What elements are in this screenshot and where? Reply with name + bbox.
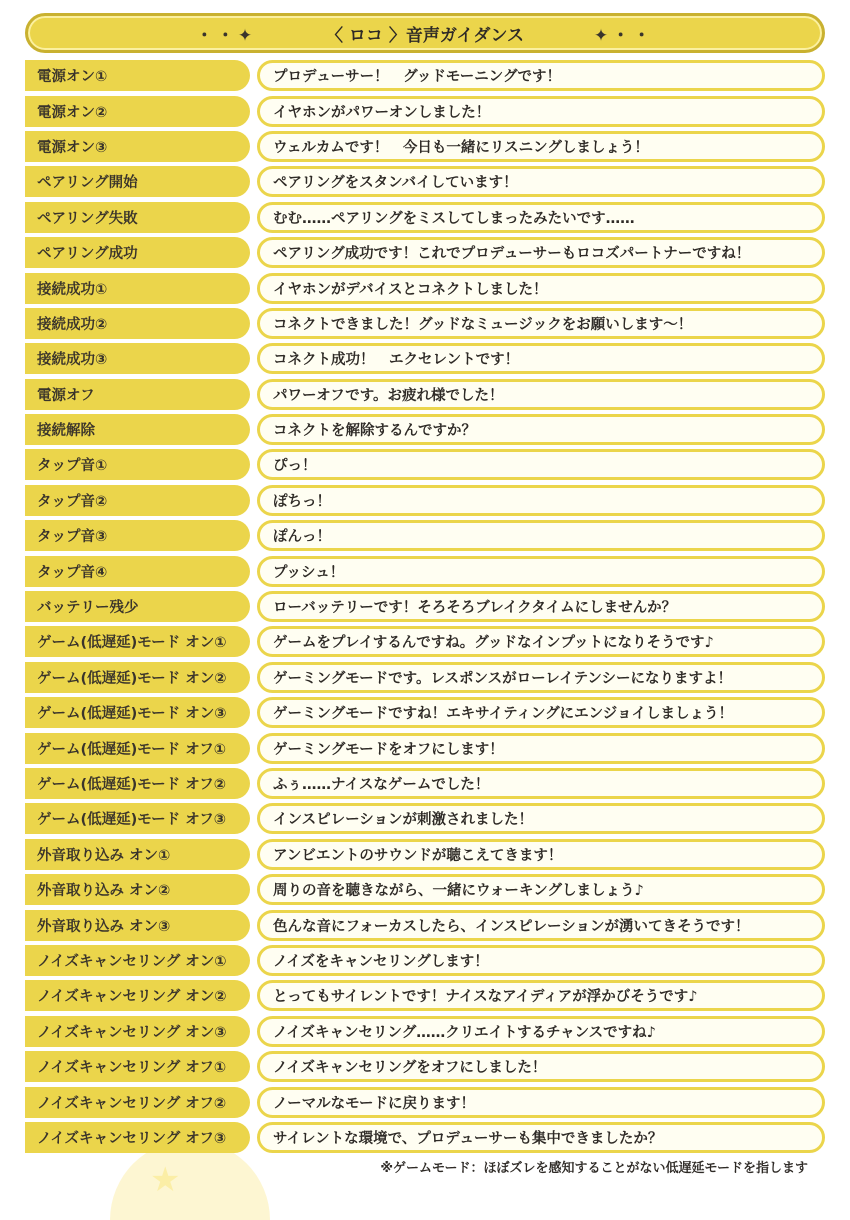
row-voice-text: ノイズをキャンセリングします！ (257, 945, 825, 976)
row-label: ゲーム(低遅延)モード オフ① (25, 733, 250, 764)
row-voice-text: ノイズキャンセリング……クリエイトするチャンスですね♪ (257, 1016, 825, 1047)
row-voice-text: ペアリングをスタンバイしています！ (257, 166, 825, 197)
row-label: ノイズキャンセリング オン① (25, 945, 250, 976)
table-row (25, 589, 825, 624)
row-voice-text: イヤホンがデバイスとコネクトしました！ (257, 273, 825, 304)
row-voice-text: アンビエントのサウンドが聴こえてきます！ (257, 839, 825, 870)
table-row (25, 872, 825, 907)
row-voice-text: イヤホンがパワーオンしました！ (257, 96, 825, 127)
table-row (25, 801, 825, 836)
row-voice-text: ぽんっ！ (257, 520, 825, 551)
row-voice-text: コネクト成功！ エクセレントです！ (257, 343, 825, 374)
table-row (25, 483, 825, 518)
row-voice-text: 周りの音を聴きながら、一緒にウォーキングしましょう♪ (257, 874, 825, 905)
table-row (25, 518, 825, 553)
table-row (25, 553, 825, 588)
table-row (25, 1084, 825, 1119)
row-voice-text: ウェルカムです！ 今日も一緒にリスニングしましょう！ (257, 131, 825, 162)
row-label: ゲーム(低遅延)モード オン① (25, 626, 250, 657)
table-row (25, 341, 825, 376)
table-row (25, 766, 825, 801)
row-voice-text: ノーマルなモードに戻ります！ (257, 1087, 825, 1118)
row-label: タップ音③ (25, 520, 250, 551)
table-row (25, 695, 825, 730)
row-voice-text: とってもサイレントです！ナイスなアイディアが浮かびそうです♪ (257, 980, 825, 1011)
table-row (25, 978, 825, 1013)
table-row (25, 943, 825, 978)
row-voice-text: プッシュ！ (257, 556, 825, 587)
sparkle-icon: ・・✦ (195, 25, 257, 46)
row-voice-text: プロデューサー！ グッドモーニングです！ (257, 60, 825, 91)
row-label: ペアリング成功 (25, 237, 250, 268)
row-label: タップ音① (25, 449, 250, 480)
star-icon: ★ (150, 1160, 181, 1200)
row-label: ゲーム(低遅延)モード オン② (25, 662, 250, 693)
row-label: 接続解除 (25, 414, 250, 445)
row-voice-text: ぴっ！ (257, 449, 825, 480)
row-label: ノイズキャンセリング オン③ (25, 1016, 250, 1047)
page-title: 〈 ロコ 〉音声ガイダンス (326, 25, 524, 46)
row-voice-text: むむ……ペアリングをミスしてしまったみたいです…… (257, 202, 825, 233)
row-label: ペアリング開始 (25, 166, 250, 197)
row-voice-text: ローバッテリーです！そろそろブレイクタイムにしませんか？ (257, 591, 825, 622)
row-label: 電源オン② (25, 96, 250, 127)
table-row (25, 660, 825, 695)
table-row (25, 93, 825, 128)
page-header (25, 13, 825, 53)
row-label: 電源オン① (25, 60, 250, 91)
row-voice-text: コネクトできました！グッドなミュージックをお願いします〜！ (257, 308, 825, 339)
table-row (25, 1120, 825, 1155)
row-label: ノイズキャンセリング オフ③ (25, 1122, 250, 1153)
row-label: ノイズキャンセリング オン② (25, 980, 250, 1011)
row-voice-text: ノイズキャンセリングをオフにしました！ (257, 1051, 825, 1082)
row-voice-text: インスピレーションが刺激されました！ (257, 803, 825, 834)
row-label: 外音取り込み オン③ (25, 910, 250, 941)
table-row (25, 837, 825, 872)
table-row (25, 412, 825, 447)
row-voice-text: ゲームをプレイするんですね。グッドなインプットになりそうです♪ (257, 626, 825, 657)
row-voice-text: 色んな音にフォーカスしたら、インスピレーションが湧いてきそうです！ (257, 910, 825, 941)
row-label: 接続成功① (25, 273, 250, 304)
row-voice-text: ふぅ……ナイスなゲームでした！ (257, 768, 825, 799)
row-voice-text: ぽちっ！ (257, 485, 825, 516)
row-label: タップ音② (25, 485, 250, 516)
row-voice-text: コネクトを解除するんですか？ (257, 414, 825, 445)
row-label: 接続成功② (25, 308, 250, 339)
row-label: 電源オフ (25, 379, 250, 410)
row-label: ペアリング失敗 (25, 202, 250, 233)
table-row (25, 624, 825, 659)
table-row (25, 447, 825, 482)
table-row (25, 1014, 825, 1049)
row-label: 接続成功③ (25, 343, 250, 374)
guidance-table (25, 58, 825, 1155)
table-row (25, 235, 825, 270)
row-voice-text: ゲーミングモードです。レスポンスがローレイテンシーになりますよ！ (257, 662, 825, 693)
table-row (25, 164, 825, 199)
row-voice-text: ゲーミングモードをオフにします！ (257, 733, 825, 764)
row-label: ゲーム(低遅延)モード オフ② (25, 768, 250, 799)
footnote: ※ゲームモード：ほぼズレを感知することがない低遅延モードを指します (380, 1161, 808, 1176)
table-row (25, 1049, 825, 1084)
row-label: 電源オン③ (25, 131, 250, 162)
row-voice-text: パワーオフです。お疲れ様でした！ (257, 379, 825, 410)
table-row (25, 907, 825, 942)
row-label: ノイズキャンセリング オフ① (25, 1051, 250, 1082)
table-row (25, 58, 825, 93)
row-voice-text: サイレントな環境で、プロデューサーも集中できましたか？ (257, 1122, 825, 1153)
row-label: バッテリー残少 (25, 591, 250, 622)
table-row (25, 306, 825, 341)
row-label: 外音取り込み オン② (25, 874, 250, 905)
table-row (25, 129, 825, 164)
row-label: ノイズキャンセリング オフ② (25, 1087, 250, 1118)
row-voice-text: ペアリング成功です！これでプロデューサーもロコズパートナーですね！ (257, 237, 825, 268)
table-row (25, 730, 825, 765)
row-voice-text: ゲーミングモードですね！エキサイティングにエンジョイしましょう！ (257, 697, 825, 728)
row-label: ゲーム(低遅延)モード オン③ (25, 697, 250, 728)
sparkle-icon: ✦・・ (593, 25, 655, 46)
table-row (25, 270, 825, 305)
row-label: 外音取り込み オン① (25, 839, 250, 870)
row-label: ゲーム(低遅延)モード オフ③ (25, 803, 250, 834)
row-label: タップ音④ (25, 556, 250, 587)
table-row (25, 200, 825, 235)
table-row (25, 377, 825, 412)
